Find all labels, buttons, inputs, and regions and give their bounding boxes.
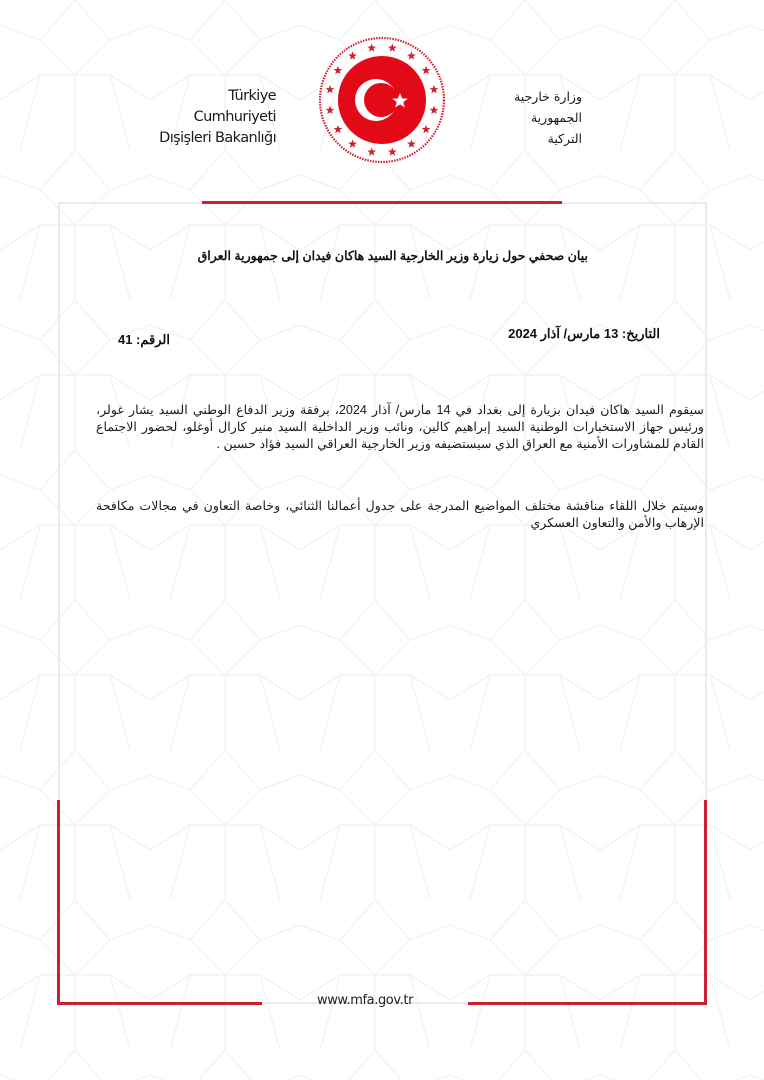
emblem-ring-star-icon [367, 43, 376, 51]
emblem-ring-star-icon [422, 125, 431, 133]
body-paragraph-1: سيقوم السيد هاكان فيدان بزيارة إلى بغداد في 14 مارس/ آذار 2024، برفقة وزير الدفاع الوطني السيد يشار غولر، ورئيس جهاز الاستخبارات الوطنية السيد إبراهيم كالين، ونائب وزير الداخلية السيد منير كارال أوغلو، لحضور الاجتماع القادم للمشاورات الأمنية مع العراق الذي سيستضيفه وزير الخارجية العراقي السيد فؤاد حسين . [96, 403, 704, 451]
emblem-ring-star-icon [407, 51, 416, 59]
body-paragraph-2: وسيتم خلال اللقاء مناقشة مختلف المواضيع المدرجة على جدول أعمالنا الثنائي، وخاصة التعاون في مجالات مكافحة الإرهاب والأمن والتعاون العسكري [96, 499, 704, 530]
frame-right-border [705, 202, 707, 802]
frame-top-red-accent [202, 201, 562, 204]
org-name-turkish [150, 86, 276, 149]
emblem-ring-star-icon [388, 147, 397, 155]
emblem-logo [317, 35, 447, 165]
emblem-ring-star-icon [326, 106, 335, 114]
org-name-ar-line2: الجمهورية التركية [530, 110, 582, 146]
org-name-tr-line1: Türkiye Cumhuriyeti [193, 88, 276, 125]
document-date: التاريخ: 13 مارس/ آذار 2024 [508, 326, 660, 341]
crescent-inner [364, 83, 398, 117]
org-name-tr-line2: Dışişleri Bakanlığı [159, 130, 276, 146]
frame-right-red-accent [704, 800, 707, 1005]
frame-bottom-right-red-accent [468, 1002, 707, 1005]
emblem-ring-star-icon [422, 66, 431, 74]
footer-website-link[interactable]: www.mfa.gov.tr [316, 993, 414, 1008]
emblem-ring-star-icon [430, 85, 439, 93]
emblem-ring-star-icon [348, 139, 357, 147]
frame-bottom-left-red-accent [57, 1002, 262, 1005]
emblem-ring-star-icon [388, 43, 397, 51]
emblem-ring-star-icon [407, 139, 416, 147]
frame-left-border [58, 202, 60, 802]
emblem-ring-star-icon [430, 106, 439, 114]
emblem-ring-star-icon [334, 66, 343, 74]
org-name-arabic [462, 86, 582, 149]
frame-left-red-accent [57, 800, 60, 1005]
emblem-ring-star-icon [348, 51, 357, 59]
document-number: الرقم: 41 [117, 332, 170, 347]
emblem-ring-star-icon [334, 125, 343, 133]
emblem-ring-star-icon [367, 147, 376, 155]
org-name-ar-line1: وزارة خارجية [514, 89, 582, 104]
document-title: بيان صحفي حول زيارة وزير الخارجية السيد هاكان فيدان إلى جمهورية العراق [197, 249, 588, 263]
emblem-ring-star-icon [326, 85, 335, 93]
